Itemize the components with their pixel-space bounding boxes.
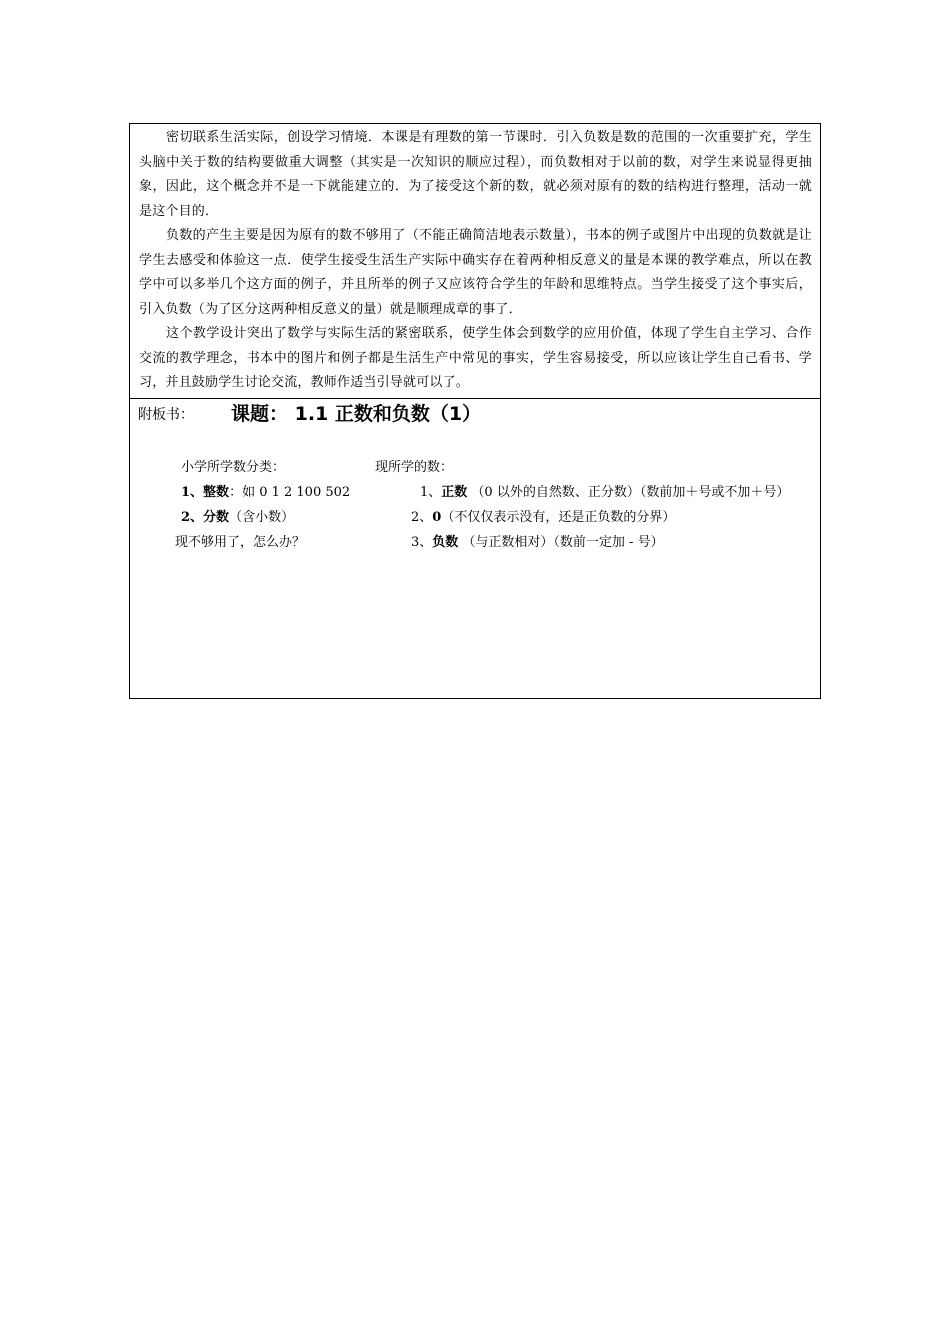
reflection-paragraph-3: 这个教学设计突出了数学与实际生活的紧密联系，使学生体会到数学的应用价值，体现了学生自主学习、合作交流的教学理念，书本中的图片和例子都是生活生产中常见的事实，学生容易接受，所以应该让学生自己看书、学习，并且鼓励学生讨论交流，教师作适当引导就可以了。 (139, 326, 812, 390)
board-label: 附板书： (138, 406, 194, 423)
left-item-integer: 1、整数：如 0 1 2 100 502 (181, 484, 351, 500)
left-item-fraction: 2、分数（含小数） (181, 509, 295, 525)
right-item-negative: 3、负数 （与正数相对）（数前一定加 - 号） (411, 534, 664, 550)
lesson-table (129, 123, 821, 699)
reflection-paragraph-2: 负数的产生主要是因为原有的数不够用了（不能正确简洁地表示数量），书本的例子或图片中出现的负数就是让学生去感受和体验这一点．使学生接受生活生产实际中确实存在着两种相反意义的量是本课的教学难点，所以在教学中可以多举几个这方面的例子，并且所举的例子又应该符合学生的年龄和思维特点。当学生接受了这个事实后，引入负数（为了区分这两种相反意义的量）就是顺理成章的事了． (139, 228, 812, 317)
reflection-cell (130, 124, 820, 399)
right-item-positive: 1、正数 （0 以外的自然数、正分数）（数前加＋号或不加＋号） (420, 484, 790, 500)
board-title: 课题： 1.1 正数和负数（1） (231, 402, 482, 425)
board-cell (130, 399, 820, 698)
right-item-zero: 2、0（不仅仅表示没有，还是正负数的分界） (411, 509, 676, 525)
left-heading: 小学所学数分类： (181, 459, 286, 475)
left-note: 现不够用了，怎么办？ (175, 534, 306, 550)
reflection-paragraph-1: 密切联系生活实际，创设学习情境．本课是有理数的第一节课时．引入负数是数的范围的一次重要扩充，学生头脑中关于数的结构要做重大调整（其实是一次知识的顺应过程），而负数相对于以前的数，对学生来说显得更抽象，因此，这个概念并不是一下就能建立的．为了接受这个新的数，就必须对原有的数的结构进行整理，活动一就是这个目的． (139, 130, 812, 219)
right-heading: 现所学的数： (375, 459, 454, 475)
